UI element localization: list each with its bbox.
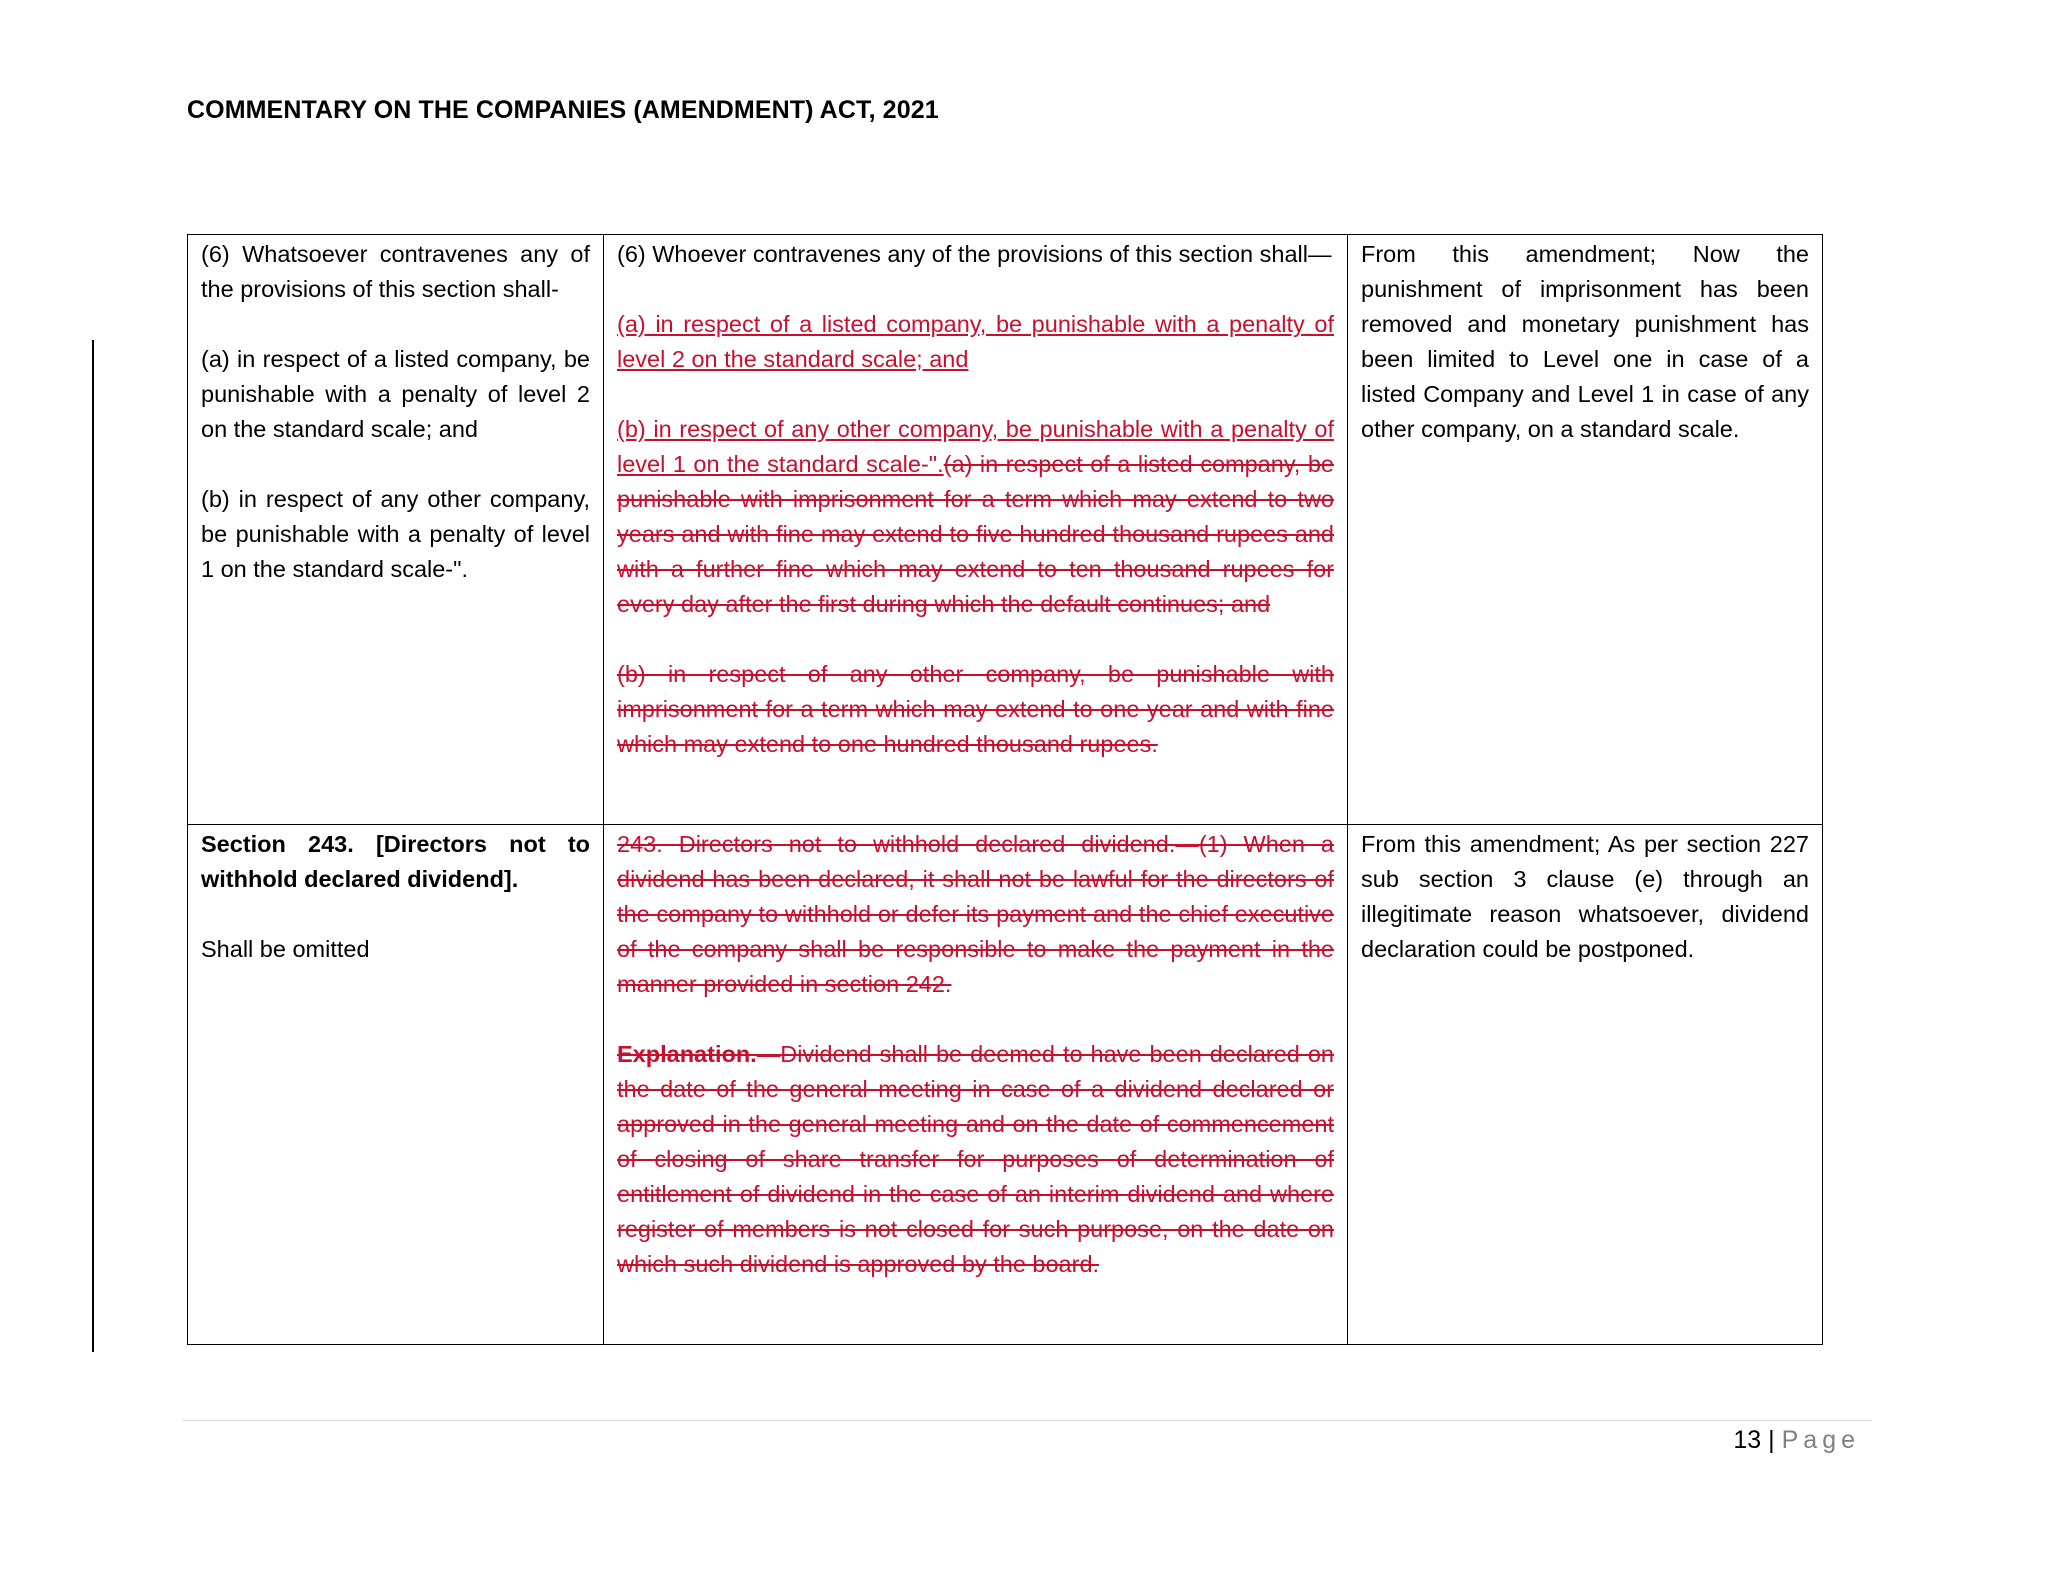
table-row xyxy=(188,825,1823,1345)
section-heading: Section 243. [Directors not to withhold declared dividend]. xyxy=(201,831,590,892)
comparison-table xyxy=(187,234,1823,1345)
paragraph: (6) Whatsoever contravenes any of the provisions of this section shall- xyxy=(201,241,590,302)
deleted-text: (a) in respect of a listed company, be punishable with imprisonment for a term which may extend to two years and with fine may extend to five hundred thousand rupees and with a further fine which may extend to ten thousand rupees for every day after the first during which the default continues; and xyxy=(617,451,1334,617)
amended-text-cell xyxy=(188,825,604,1345)
page-separator: | xyxy=(1768,1426,1775,1454)
table-row xyxy=(188,235,1823,825)
inserted-text: (a) in respect of a listed company, be punishable with a penalty of level 2 on the standard scale; and xyxy=(617,311,1334,372)
paragraph: From this amendment; As per section 227 sub section 3 clause (e) through an illegitimate reason whatsoever, dividend declaration could be postponed. xyxy=(1361,831,1809,962)
comment-cell xyxy=(1348,825,1823,1345)
page-title: COMMENTARY ON THE COMPANIES (AMENDMENT) ACT, 2021 xyxy=(187,96,939,124)
paragraph: From this amendment; Now the punishment of imprisonment has been removed and monetary punishment has been limited to Level one in case of a listed Company and Level 1 in case of any other company, on a standard scale. xyxy=(1361,241,1809,442)
paragraph: Shall be omitted xyxy=(201,936,370,962)
deleted-text: Dividend shall be deemed to have been declared on the date of the general meeting in case of a dividend declared or approved in the general meeting and on the date of commencement of closing of share transfer for purposes of determination of entitlement of dividend in the case of an interim dividend and where register of members is not closed for such purpose, on the date on which such dividend is approved by the board. xyxy=(617,1041,1334,1277)
paragraph: (a) in respect of a listed company, be punishable with a penalty of level 2 on the standard scale; and xyxy=(201,346,590,442)
page-label: Page xyxy=(1781,1426,1860,1454)
inserted-text: (b) in respect of any other company, be punishable with a penalty of level 1 on the standard scale-". xyxy=(617,416,1334,477)
revision-change-bar xyxy=(92,340,94,1352)
deleted-text: 243. Directors not to withhold declared dividend.—(1) When a dividend has been declared, it shall not be lawful for the directors of the company to withhold or defer its payment and the chief executive of the company shall be responsible to make the payment in the manner provided in section 242. xyxy=(617,831,1334,997)
paragraph: (b) in respect of any other company, be punishable with a penalty of level 1 on the standard scale-". xyxy=(201,486,590,582)
original-text-cell xyxy=(604,825,1348,1345)
deleted-text-label: Explanation.— xyxy=(617,1041,781,1067)
original-text-cell xyxy=(604,235,1348,825)
page-footer xyxy=(1733,1426,1860,1455)
comment-cell xyxy=(1348,235,1823,825)
page-number: 13 xyxy=(1733,1426,1762,1454)
deleted-text: (b) in respect of any other company, be punishable with imprisonment for a term which may extend to one year and with fine which may extend to one hundred thousand rupees. xyxy=(617,661,1334,757)
amended-text-cell xyxy=(188,235,604,825)
paragraph: (6) Whoever contravenes any of the provisions of this section shall— xyxy=(617,241,1332,267)
footer-divider xyxy=(183,1420,1872,1421)
